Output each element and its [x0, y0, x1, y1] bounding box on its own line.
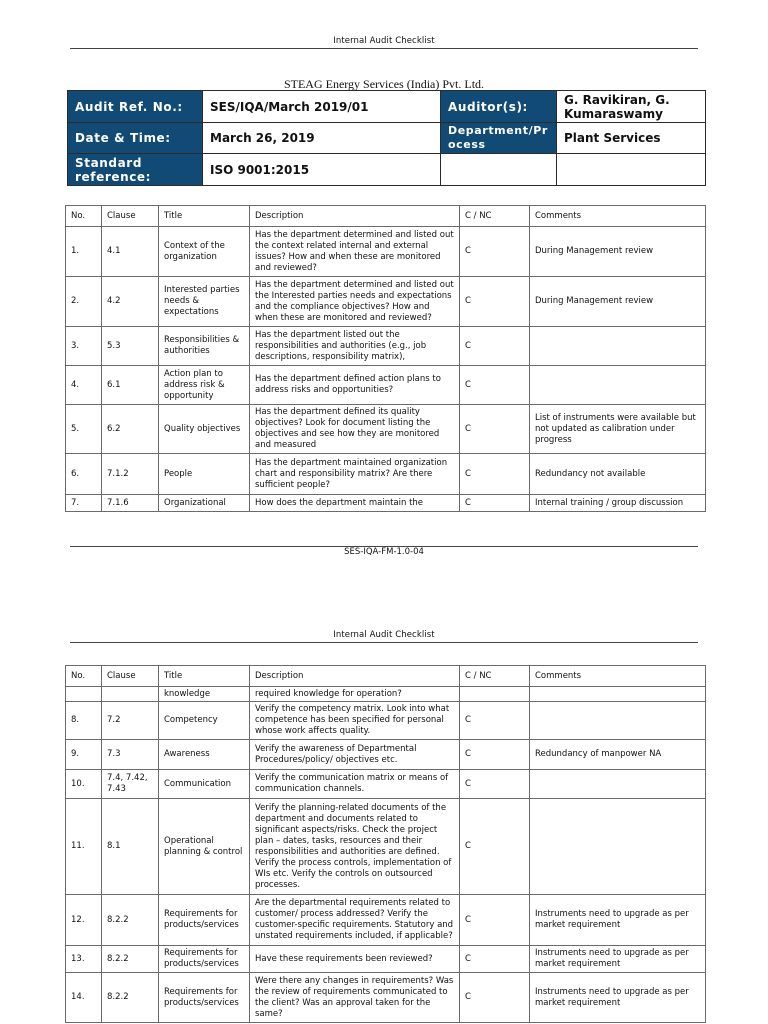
row-cnc: C — [460, 946, 530, 973]
row-cnc: C — [460, 454, 530, 495]
row-clause: 7.2 — [102, 702, 159, 740]
row-title: Action plan to address risk & opportunity — [159, 366, 250, 405]
header-rule — [70, 642, 698, 643]
table-row — [66, 495, 706, 512]
row-cnc: C — [460, 495, 530, 512]
col-no: No. — [66, 206, 102, 227]
row-comments: During Management review — [530, 277, 706, 327]
row-comments — [530, 327, 706, 366]
row-title: Quality objectives — [159, 405, 250, 454]
row-cnc: C — [460, 227, 530, 277]
page-header: Internal Audit Checklist — [333, 630, 435, 640]
table-row — [66, 702, 706, 740]
row-no: 14. — [66, 973, 102, 1023]
col-description: Description — [250, 666, 460, 687]
row-description: Verify the competency matrix. Look into what competence has been specified for personal whose work affects quality. — [250, 702, 460, 740]
page-header: Internal Audit Checklist — [333, 36, 435, 46]
row-comments: List of instruments were available but not updated as calibration under progress — [530, 405, 706, 454]
row-clause: 6.2 — [102, 405, 159, 454]
header-rule — [70, 48, 698, 49]
row-comments: Redundancy not available — [530, 454, 706, 495]
table-row — [66, 770, 706, 799]
row-description: Verify the communication matrix or means of communication channels. — [250, 770, 460, 799]
company-name: STEAG Energy Services (India) Pvt. Ltd. — [283, 77, 485, 91]
department-label: Department/Process — [441, 123, 557, 154]
row-title: Communication — [159, 770, 250, 799]
col-clause: Clause — [102, 206, 159, 227]
row-clause: 8.2.2 — [102, 946, 159, 973]
table-row — [66, 687, 706, 702]
row-comments — [530, 366, 706, 405]
row-comments: Redundancy of manpower NA — [530, 740, 706, 770]
row-title: People — [159, 454, 250, 495]
row-description: Has the department listed out the responsibilities and authorities (e.g., job descriptions, responsibility matrix), — [250, 327, 460, 366]
table-row — [66, 405, 706, 454]
standard-label: Standard reference: — [68, 154, 203, 186]
col-comments: Comments — [530, 206, 706, 227]
row-clause: 8.2.2 — [102, 895, 159, 946]
table-row — [66, 895, 706, 946]
row-no: 9. — [66, 740, 102, 770]
row-description: required knowledge for operation? — [250, 687, 460, 702]
row-comments: During Management review — [530, 227, 706, 277]
table-row — [66, 227, 706, 277]
row-no: 7. — [66, 495, 102, 512]
col-cnc: C / NC — [460, 666, 530, 687]
table-row — [66, 366, 706, 405]
row-comments — [530, 799, 706, 895]
row-title: Interested parties needs & expectations — [159, 277, 250, 327]
row-description: Has the department maintained organization chart and responsibility matrix? Are there sufficient people? — [250, 454, 460, 495]
row-clause: 7.1.2 — [102, 454, 159, 495]
row-no: 4. — [66, 366, 102, 405]
auditors-label: Auditor(s): — [441, 91, 557, 123]
row-description: Verify the awareness of Departmental Procedures/policy/ objectives etc. — [250, 740, 460, 770]
row-no — [66, 687, 102, 702]
row-cnc: C — [460, 327, 530, 366]
empty-cell — [441, 154, 557, 186]
row-description: Are the departmental requirements related to customer/ process addressed? Verify the customer-specific requirements. Statutory and unstated requirements included, if applicable? — [250, 895, 460, 946]
row-cnc: C — [460, 277, 530, 327]
col-no: No. — [66, 666, 102, 687]
row-cnc: C — [460, 740, 530, 770]
row-description: Has the department determined and listed out the Interested parties needs and expectations and the compliance objectives? How and when these are monitored and reviewed? — [250, 277, 460, 327]
table-header-row — [66, 206, 706, 227]
row-no: 1. — [66, 227, 102, 277]
row-description: Verify the planning-related documents of the department and documents related to significant aspects/risks. Check the project plan – dates, tasks, resources and their responsibilities and authorities are defined. Verify the process controls, implementation of WIs etc. Verify the controls on outsourced processes. — [250, 799, 460, 895]
table-header-row — [66, 666, 706, 687]
audit-ref-label: Audit Ref. No.: — [68, 91, 203, 123]
row-description: Were there any changes in requirements? Was the review of requirements communicated to the client? Was an approval taken for the same? — [250, 973, 460, 1023]
row-clause — [102, 687, 159, 702]
date-value: March 26, 2019 — [203, 123, 441, 154]
row-title: Operational planning & control — [159, 799, 250, 895]
checklist-table — [65, 205, 706, 512]
department-value: Plant Services — [557, 123, 706, 154]
col-title: Title — [159, 206, 250, 227]
row-cnc: C — [460, 405, 530, 454]
row-clause: 8.1 — [102, 799, 159, 895]
checklist-table-continued — [65, 665, 706, 1023]
row-clause: 4.1 — [102, 227, 159, 277]
row-cnc: C — [460, 799, 530, 895]
row-no: 6. — [66, 454, 102, 495]
row-no: 2. — [66, 277, 102, 327]
row-no: 12. — [66, 895, 102, 946]
row-no: 3. — [66, 327, 102, 366]
table-row — [66, 277, 706, 327]
col-comments: Comments — [530, 666, 706, 687]
table-row — [66, 946, 706, 973]
row-no: 5. — [66, 405, 102, 454]
row-title: knowledge — [159, 687, 250, 702]
row-comments: Instruments need to upgrade as per market requirement — [530, 895, 706, 946]
row-clause: 6.1 — [102, 366, 159, 405]
table-row — [66, 454, 706, 495]
row-cnc: C — [460, 973, 530, 1023]
row-comments — [530, 702, 706, 740]
audit-info-table — [67, 90, 706, 186]
row-title: Awareness — [159, 740, 250, 770]
row-clause: 7.4, 7.42, 7.43 — [102, 770, 159, 799]
row-cnc: C — [460, 770, 530, 799]
row-title: Context of the organization — [159, 227, 250, 277]
row-title: Competency — [159, 702, 250, 740]
standard-value: ISO 9001:2015 — [203, 154, 441, 186]
empty-cell — [557, 154, 706, 186]
row-description: Have these requirements been reviewed? — [250, 946, 460, 973]
row-title: Responsibilities & authorities — [159, 327, 250, 366]
col-clause: Clause — [102, 666, 159, 687]
audit-ref-value: SES/IQA/March 2019/01 — [203, 91, 441, 123]
table-row — [66, 740, 706, 770]
row-cnc: C — [460, 702, 530, 740]
col-cnc: C / NC — [460, 206, 530, 227]
row-description: Has the department defined its quality objectives? Look for document listing the objectives and see how they are monitored and measured — [250, 405, 460, 454]
form-code: SES-IQA-FM-1.0-04 — [344, 547, 424, 557]
row-no: 11. — [66, 799, 102, 895]
row-comments: Instruments need to upgrade as per market requirement — [530, 946, 706, 973]
row-no: 10. — [66, 770, 102, 799]
row-clause: 7.1.6 — [102, 495, 159, 512]
table-row — [66, 973, 706, 1023]
table-row — [66, 327, 706, 366]
row-clause: 4.2 — [102, 277, 159, 327]
row-cnc: C — [460, 366, 530, 405]
row-comments — [530, 687, 706, 702]
row-clause: 5.3 — [102, 327, 159, 366]
row-clause: 7.3 — [102, 740, 159, 770]
auditors-value: G. Ravikiran, G. Kumaraswamy — [557, 91, 706, 123]
row-title: Requirements for products/services — [159, 895, 250, 946]
row-description: Has the department defined action plans to address risks and opportunities? — [250, 366, 460, 405]
row-clause: 8.2.2 — [102, 973, 159, 1023]
table-row — [66, 799, 706, 895]
date-label: Date & Time: — [68, 123, 203, 154]
row-cnc — [460, 687, 530, 702]
row-description: Has the department determined and listed out the context related internal and external issues? How and when these are monitored and reviewed? — [250, 227, 460, 277]
row-comments — [530, 770, 706, 799]
row-comments: Internal training / group discussion — [530, 495, 706, 512]
row-title: Requirements for products/services — [159, 973, 250, 1023]
row-cnc: C — [460, 895, 530, 946]
row-title: Organizational — [159, 495, 250, 512]
col-description: Description — [250, 206, 460, 227]
row-no: 13. — [66, 946, 102, 973]
col-title: Title — [159, 666, 250, 687]
row-comments: Instruments need to upgrade as per market requirement — [530, 973, 706, 1023]
row-no: 8. — [66, 702, 102, 740]
row-description: How does the department maintain the — [250, 495, 460, 512]
row-title: Requirements for products/services — [159, 946, 250, 973]
